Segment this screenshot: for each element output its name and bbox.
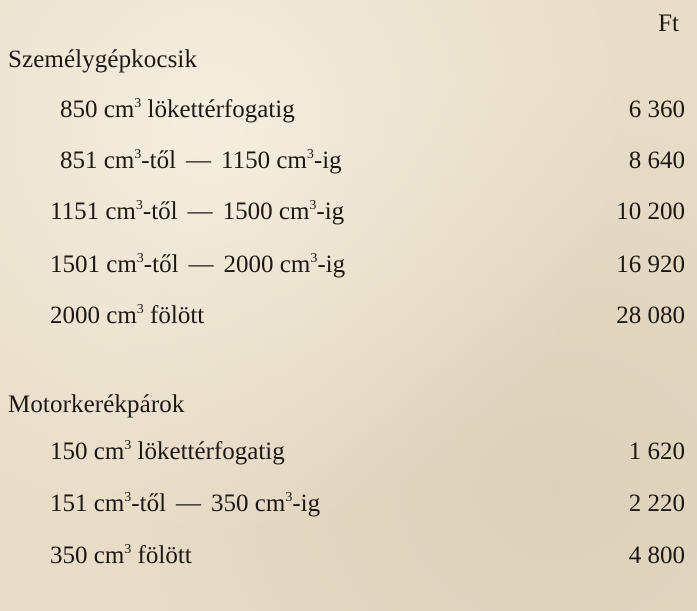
row-price: 6 360 [628, 96, 685, 123]
row-label: 350 $cm^3$ fölött [50, 542, 192, 569]
row-price: 4 800 [628, 542, 685, 569]
row-price: 2 220 [628, 490, 685, 517]
row-label: 150 $cm^3$ lökettérfogatig [50, 438, 285, 465]
table-row [0, 96, 697, 130]
row-label: 1151 $cm^3$-től — 1500 $cm^3-ig$ [50, 198, 345, 225]
table-row [0, 251, 697, 285]
row-label: 851 $cm^3$-től — 1150 $cm^3-ig$ [60, 147, 342, 174]
section-title-motorcycles: Motorkerékpárok [8, 391, 185, 418]
row-label: 2000 $cm^3$ fölött [50, 302, 205, 329]
table-row [0, 490, 697, 524]
row-price: 16 920 [616, 251, 685, 278]
table-row [0, 542, 697, 576]
row-price: 8 640 [628, 147, 685, 174]
row-price: 28 080 [616, 302, 685, 329]
table-row [0, 302, 697, 336]
row-label: 850 $cm^3$ lökettérfogatig [60, 96, 295, 123]
row-price: 10 200 [616, 198, 685, 225]
table-row [0, 198, 697, 232]
table-row [0, 147, 697, 181]
row-price: 1 620 [628, 438, 685, 465]
table-row [0, 438, 697, 472]
row-label: 1501 $cm^3$-től — 2000 $cm^3-ig$ [50, 251, 346, 278]
row-label: 151 $cm^3$-től — 350 $cm^3-ig$ [50, 490, 321, 517]
section-title-cars: Személygépkocsik [8, 46, 198, 73]
currency-header: Ft [658, 10, 679, 37]
